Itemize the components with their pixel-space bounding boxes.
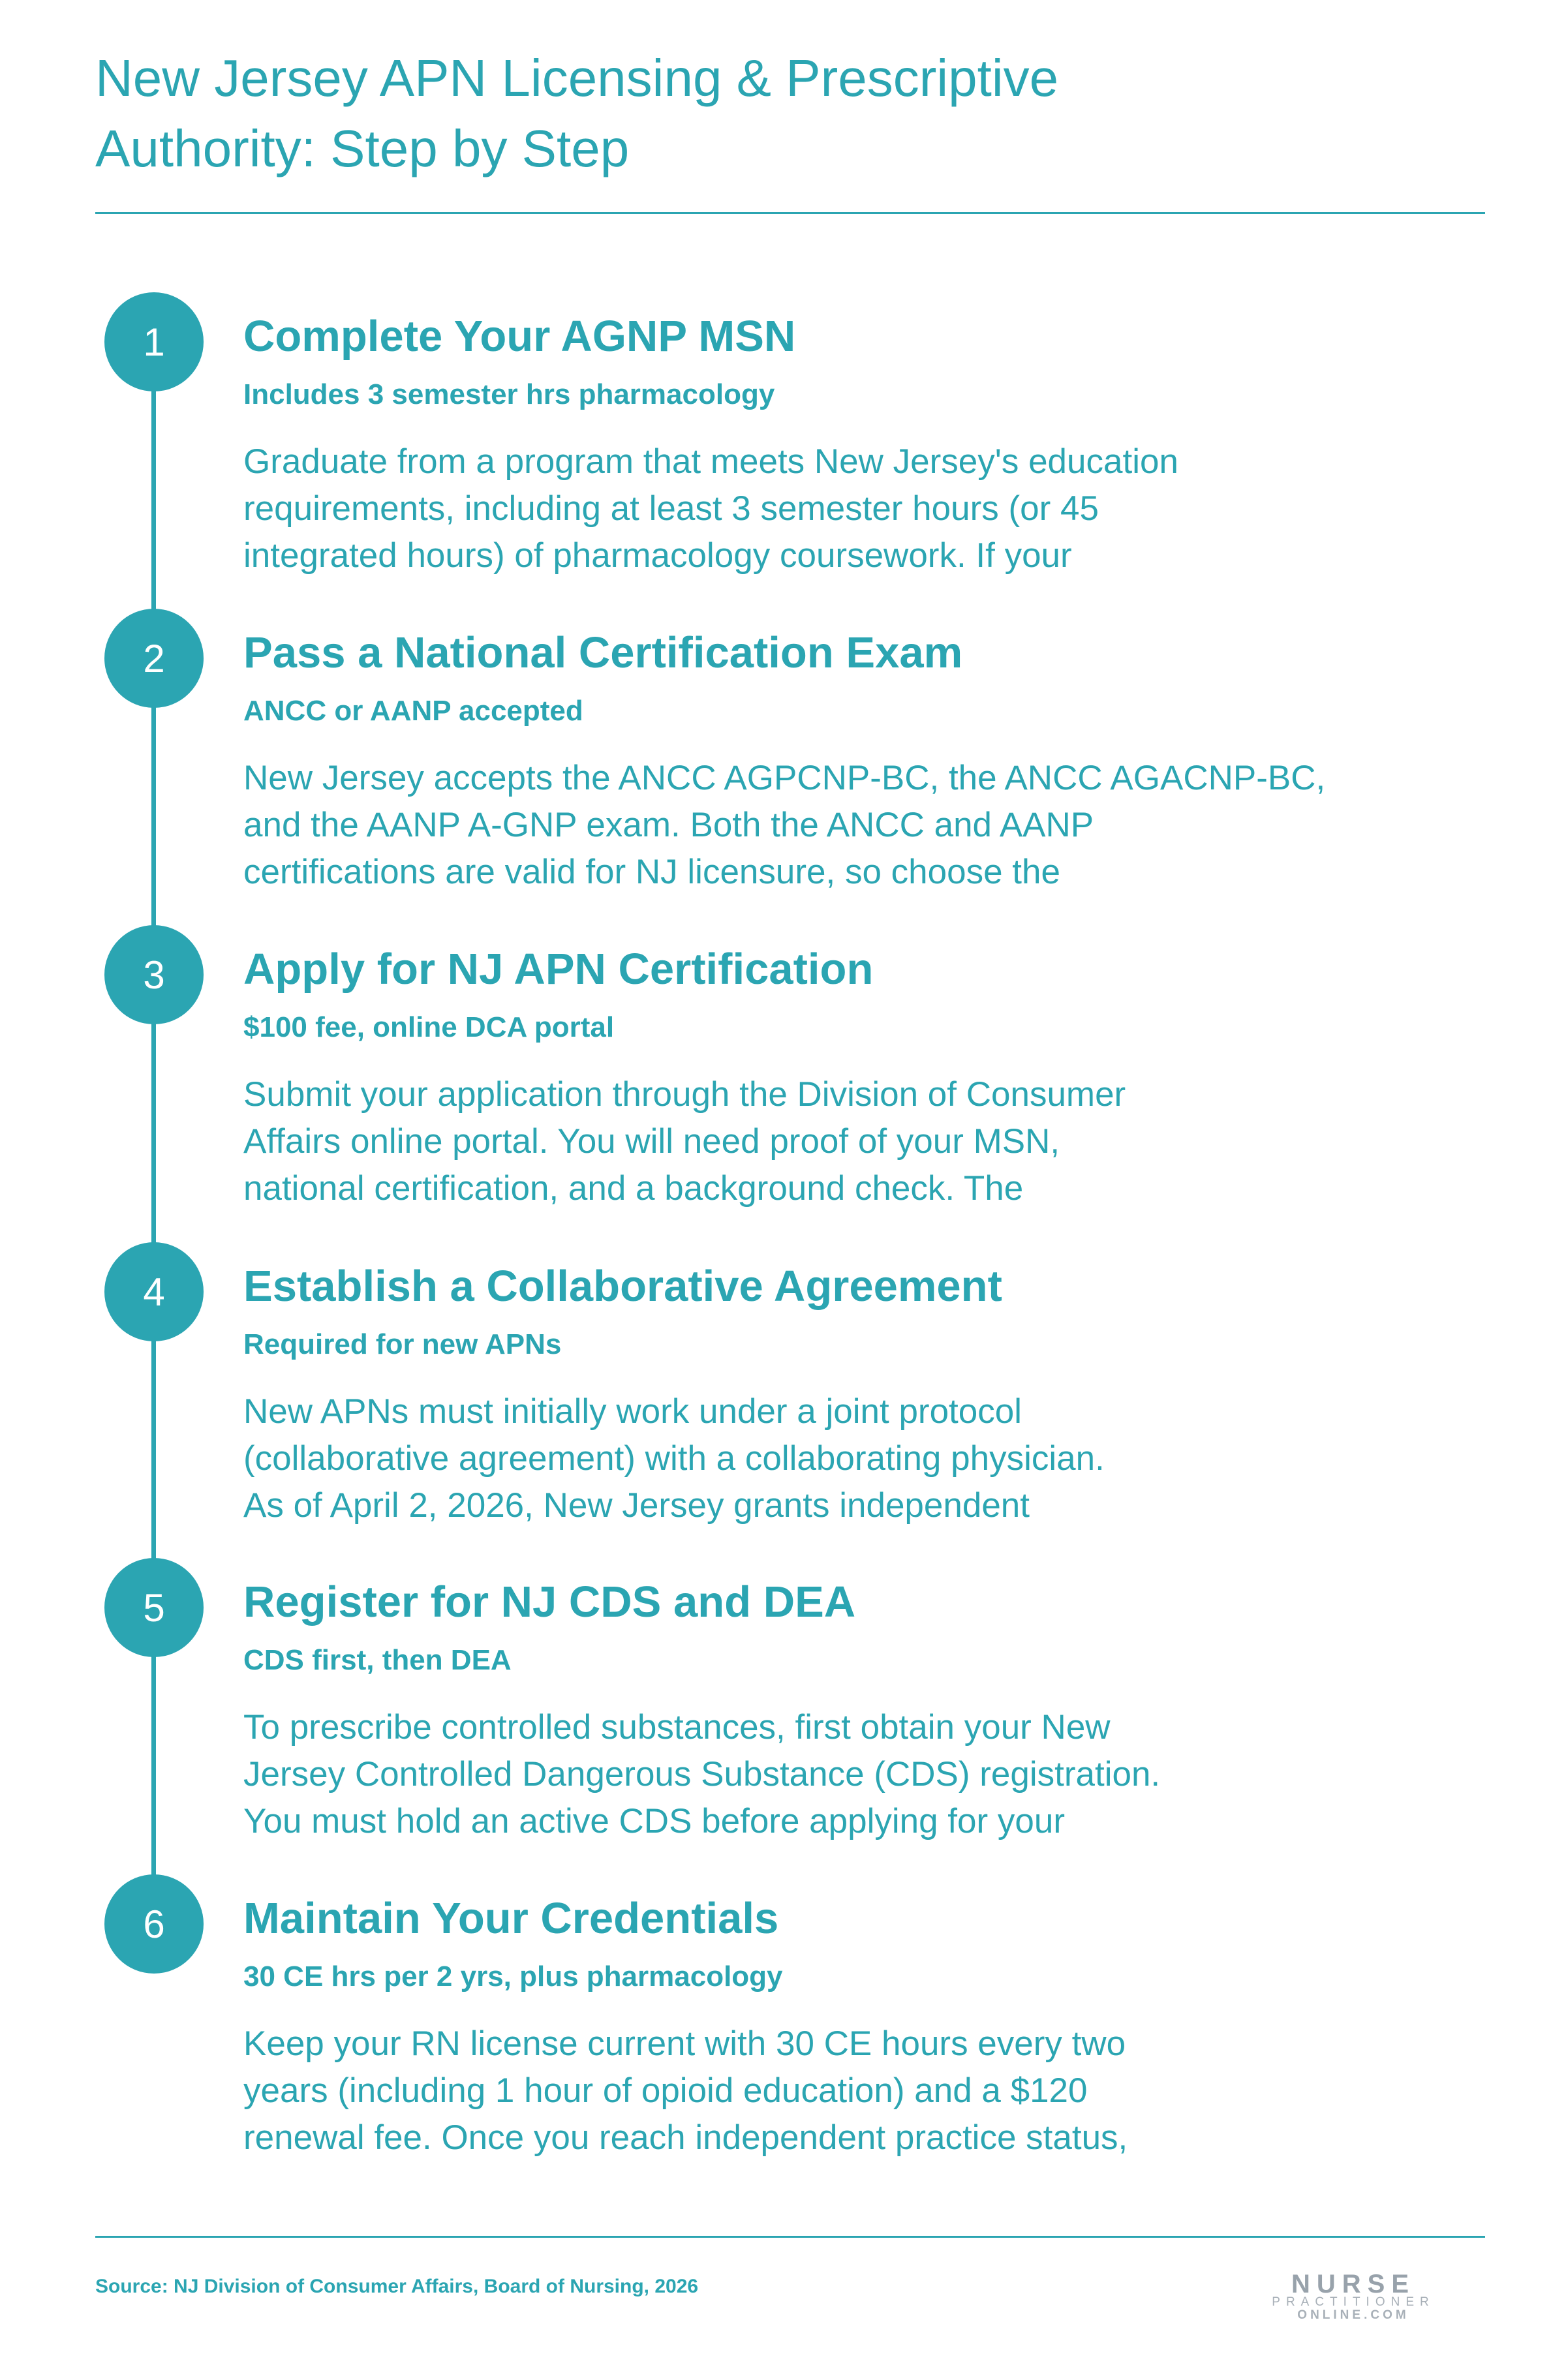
logo-domain: ONLINE.COM [1297, 2308, 1409, 2322]
step-subtitle: ANCC or AANP accepted [243, 695, 583, 727]
step-description-line: national certification, and a background check. The [243, 1169, 1024, 1208]
step-description-line: Jersey Controlled Dangerous Substance (CDS) registration. [243, 1755, 1161, 1793]
step-number-badge: 1 [104, 292, 204, 391]
top-divider [95, 212, 1485, 214]
step-description [243, 1388, 1470, 1529]
step-description-line: To prescribe controlled substances, first obtain your New [243, 1708, 1111, 1747]
step-description-line: certifications are valid for NJ licensure, so choose the [243, 853, 1060, 891]
step-description-line: You must hold an active CDS before applying for your [243, 1802, 1065, 1840]
step-description-line: years (including 1 hour of opioid education) and a $120 [243, 2071, 1088, 2110]
step-subtitle: 30 CE hrs per 2 yrs, plus pharmacology [243, 1960, 783, 1992]
step-description-line: requirements, including at least 3 semester hours (or 45 [243, 489, 1099, 528]
step-description [243, 1071, 1470, 1212]
step-description-line: renewal fee. Once you reach independent practice status, [243, 2118, 1128, 2157]
step-6 [0, 1874, 1566, 2161]
step-title: Apply for NJ APN Certification [243, 945, 874, 994]
source-citation: Source: NJ Division of Consumer Affairs, Board of Nursing, 2026 [95, 2276, 699, 2297]
step-1 [0, 292, 1566, 579]
step-description-line: Keep your RN license current with 30 CE hours every two [243, 2024, 1126, 2063]
step-number-badge: 5 [104, 1558, 204, 1657]
step-3 [0, 925, 1566, 1212]
step-subtitle: Includes 3 semester hrs pharmacology [243, 378, 775, 410]
page-title [95, 43, 1466, 184]
step-description-line: Submit your application through the Division of Consumer [243, 1075, 1126, 1114]
step-subtitle: CDS first, then DEA [243, 1644, 512, 1676]
step-number-badge: 4 [104, 1242, 204, 1341]
step-description [243, 438, 1470, 579]
step-description-line: As of April 2, 2026, New Jersey grants independent [243, 1486, 1030, 1525]
page-title-line-1: New Jersey APN Licensing & Prescriptive [95, 49, 1059, 107]
step-2 [0, 609, 1566, 896]
step-number-badge: 6 [104, 1874, 204, 1974]
step-description [243, 1704, 1470, 1845]
step-description-line: Graduate from a program that meets New Jersey's education [243, 442, 1178, 481]
step-description [243, 755, 1470, 896]
step-description-line: Affairs online portal. You will need proof of your MSN, [243, 1122, 1060, 1161]
step-description-line: New Jersey accepts the ANCC AGPCNP-BC, the ANCC AGACNP-BC, [243, 759, 1326, 797]
step-4 [0, 1242, 1566, 1529]
step-description-line: and the AANP A-GNP exam. Both the ANCC and AANP [243, 806, 1094, 844]
step-title: Pass a National Certification Exam [243, 628, 963, 677]
page-title-line-2: Authority: Step by Step [95, 119, 630, 177]
step-subtitle: $100 fee, online DCA portal [243, 1011, 615, 1043]
logo-subtitle: PRACTITIONER [1272, 2295, 1435, 2309]
step-subtitle: Required for new APNs [243, 1328, 562, 1360]
step-title: Register for NJ CDS and DEA [243, 1578, 856, 1626]
step-title: Complete Your AGNP MSN [243, 312, 796, 361]
bottom-divider [95, 2236, 1485, 2238]
logo-wordmark: NURSE [1291, 2270, 1416, 2298]
step-description-line: New APNs must initially work under a joint protocol [243, 1392, 1022, 1431]
step-title: Maintain Your Credentials [243, 1894, 779, 1943]
step-number-badge: 3 [104, 925, 204, 1024]
brand-logo [1255, 2272, 1451, 2322]
step-description [243, 2021, 1470, 2161]
step-number-badge: 2 [104, 609, 204, 708]
step-description-line: integrated hours) of pharmacology coursework. If your [243, 536, 1072, 575]
step-title: Establish a Collaborative Agreement [243, 1262, 1002, 1311]
step-5 [0, 1558, 1566, 1845]
step-description-line: (collaborative agreement) with a collaborating physician. [243, 1439, 1105, 1478]
